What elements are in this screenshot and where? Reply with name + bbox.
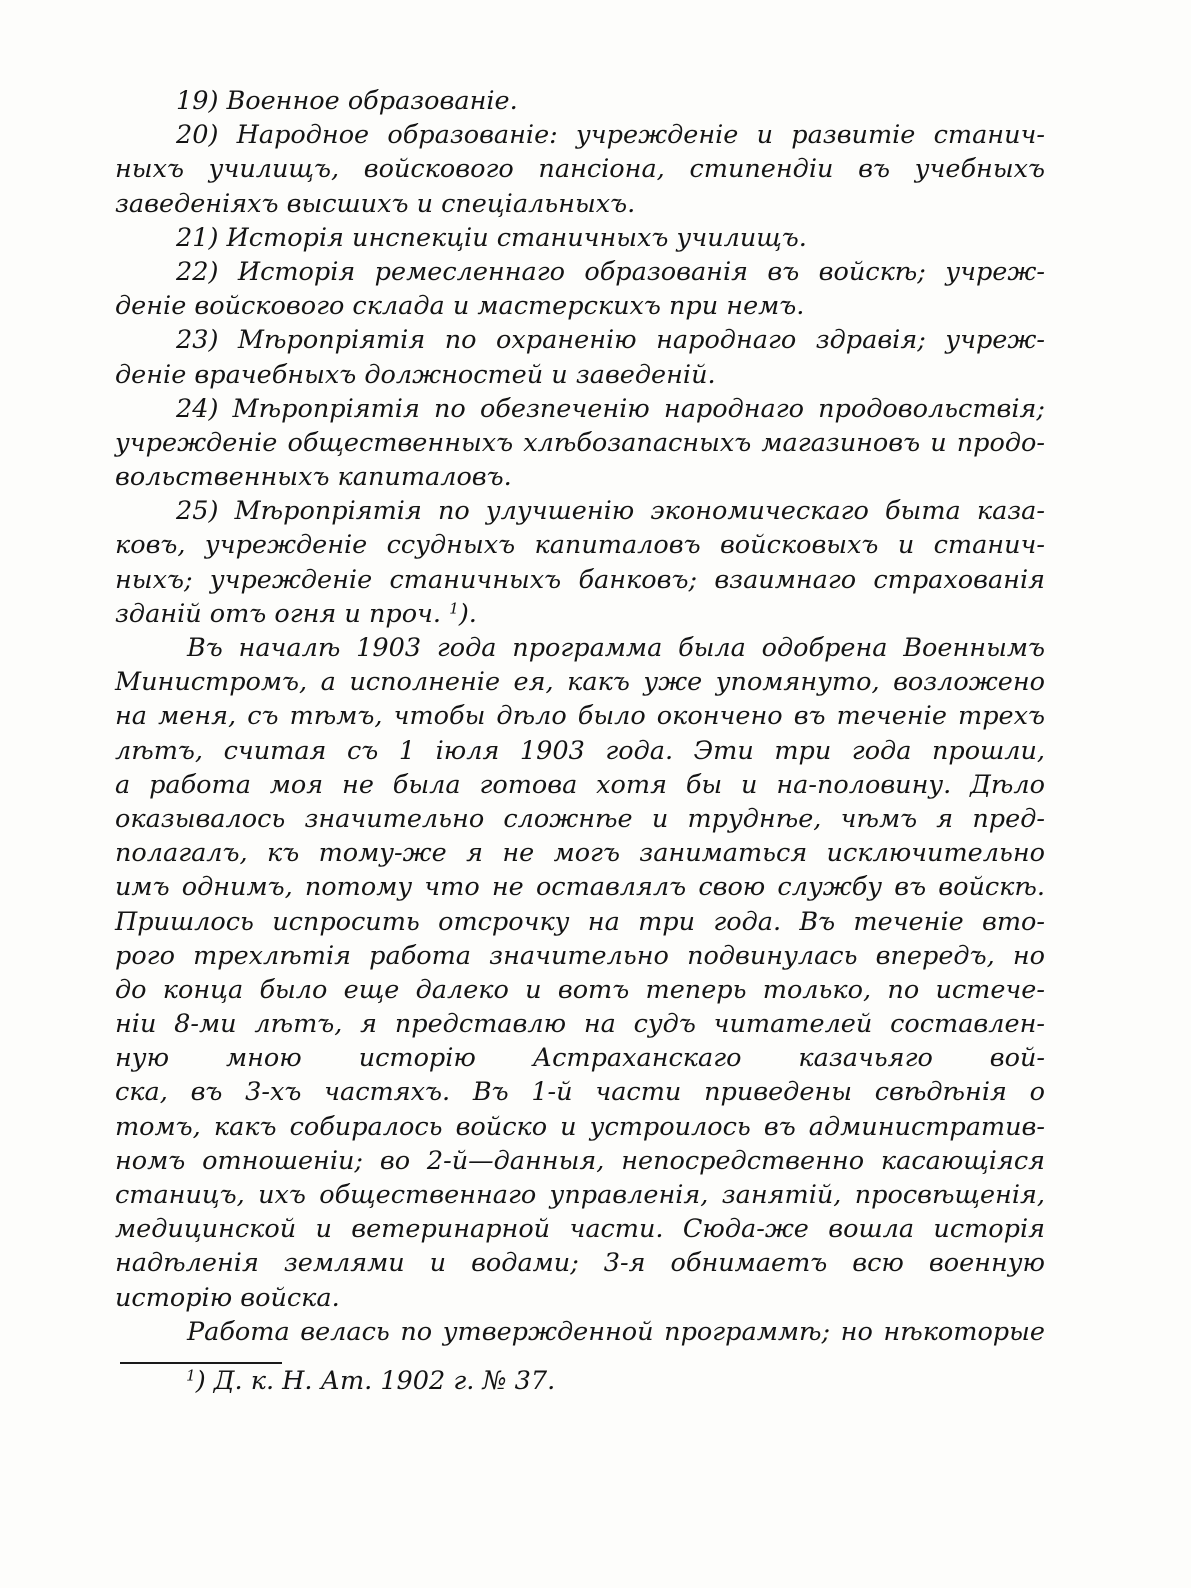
text-line: лѣтъ, считая съ 1 іюля 1903 года. Эти три года прошли, bbox=[115, 735, 1045, 766]
text-line: ска, въ 3-хъ частяхъ. Въ 1-й части приведены свѣдѣнія о bbox=[115, 1077, 1045, 1108]
text-line: ныхъ; учрежденіе станичныхъ банковъ; взаимнаго страхованія bbox=[115, 564, 1045, 595]
text-line: заведеніяхъ высшихъ и спеціальныхъ. bbox=[115, 188, 636, 219]
text-line: томъ, какъ собиралось войско и устроилось въ административ- bbox=[115, 1111, 1045, 1142]
text-line: номъ отношеніи; во 2-й—данныя, непосредственно касающіяся bbox=[115, 1145, 1045, 1176]
text-line: 20) Народное образованіе: учрежденіе и развитіе станич- bbox=[176, 120, 1045, 151]
text-line: оказывалось значительно сложнѣе и труднѣе, чѣмъ я пред- bbox=[115, 803, 1045, 834]
text-line: ную мною исторію Астраханскаго казачьяго вой- bbox=[115, 1043, 1045, 1074]
page-body bbox=[115, 84, 1045, 1349]
text-line: ніи 8-ми лѣтъ, я представлю на судъ читателей составлен- bbox=[115, 1009, 1045, 1040]
text-line: деніе войскового склада и мастерскихъ при немъ. bbox=[115, 291, 805, 322]
text-line: 25) Мѣропріятія по улучшенію экономическаго быта каза- bbox=[176, 496, 1045, 527]
text-line: Работа велась по утвержденной программѣ; но нѣкоторые bbox=[187, 1316, 1045, 1347]
text-line: рого трехлѣтія работа значительно подвинулась впередъ, но bbox=[115, 940, 1045, 971]
footnote-marker: 1 bbox=[186, 1366, 196, 1385]
text-line: ныхъ училищъ, войскового пансіона, стипендіи въ учебныхъ bbox=[115, 154, 1045, 185]
footnote-marker-close: ) bbox=[195, 1366, 206, 1396]
text-line: 22) Исторія ремесленнаго образованія въ войскѣ; учреж- bbox=[176, 256, 1045, 287]
text-line: надѣленія землями и водами; 3-я обнимаетъ всю военную bbox=[115, 1248, 1045, 1279]
text-line: деніе врачебныхъ должностей и заведеній. bbox=[115, 359, 716, 390]
text-line: исторію войска. bbox=[115, 1282, 340, 1313]
text-line: станицъ, ихъ общественнаго управленія, занятій, просвѣщенія, bbox=[115, 1180, 1045, 1210]
text-line: 19) Военное образованіе. bbox=[176, 86, 518, 116]
text-line: учрежденіе общественныхъ хлѣбозапасныхъ магазиновъ и продо- bbox=[115, 427, 1045, 458]
text-line: полагалъ, къ тому-же я не могъ заниматься исключительно bbox=[115, 838, 1045, 869]
text-line: 23) Мѣропріятія по охраненію народнаго здравія; учреж- bbox=[176, 325, 1045, 356]
text-line: медицинской и ветеринарной части. Сюда-же вошла исторія bbox=[115, 1214, 1045, 1245]
text-line: ковъ, учрежденіе ссудныхъ капиталовъ войсковыхъ и станич- bbox=[115, 530, 1045, 561]
text-line-content: зданій отъ огня и проч. bbox=[115, 598, 450, 629]
text-line: имъ однимъ, потому что не оставлялъ свою службу въ войскѣ. bbox=[115, 872, 1045, 903]
text-line: на меня, съ тѣмъ, чтобы дѣло было окончено въ теченіе трехъ bbox=[115, 701, 1045, 732]
text-line bbox=[115, 597, 1045, 631]
text-line: 24) Мѣропріятія по обезпеченію народнаго продовольствія; bbox=[176, 393, 1045, 424]
text-line: Министромъ, а исполненіе ея, какъ уже упомянуто, возложено bbox=[115, 667, 1045, 698]
text-line: Пришлось испросить отсрочку на три года. Въ теченіе вто- bbox=[115, 906, 1045, 937]
footnote-reference: 1 bbox=[449, 599, 459, 618]
text-line: а работа моя не была готова хотя бы и на-половину. Дѣло bbox=[115, 769, 1045, 800]
text-line: вольственныхъ капиталовъ. bbox=[115, 462, 512, 493]
footnote-reference-close: ). bbox=[458, 598, 477, 629]
text-line: Въ началѣ 1903 года программа была одобрена Военнымъ bbox=[187, 633, 1045, 663]
text-line: до конца было еще далеко и вотъ теперь только, по истече- bbox=[115, 974, 1045, 1005]
footnote bbox=[186, 1364, 555, 1398]
footnote-text: Д. к. Н. Ат. 1902 г. № 37. bbox=[213, 1366, 556, 1396]
text-line: 21) Исторія инспекціи станичныхъ училищъ. bbox=[176, 222, 807, 253]
